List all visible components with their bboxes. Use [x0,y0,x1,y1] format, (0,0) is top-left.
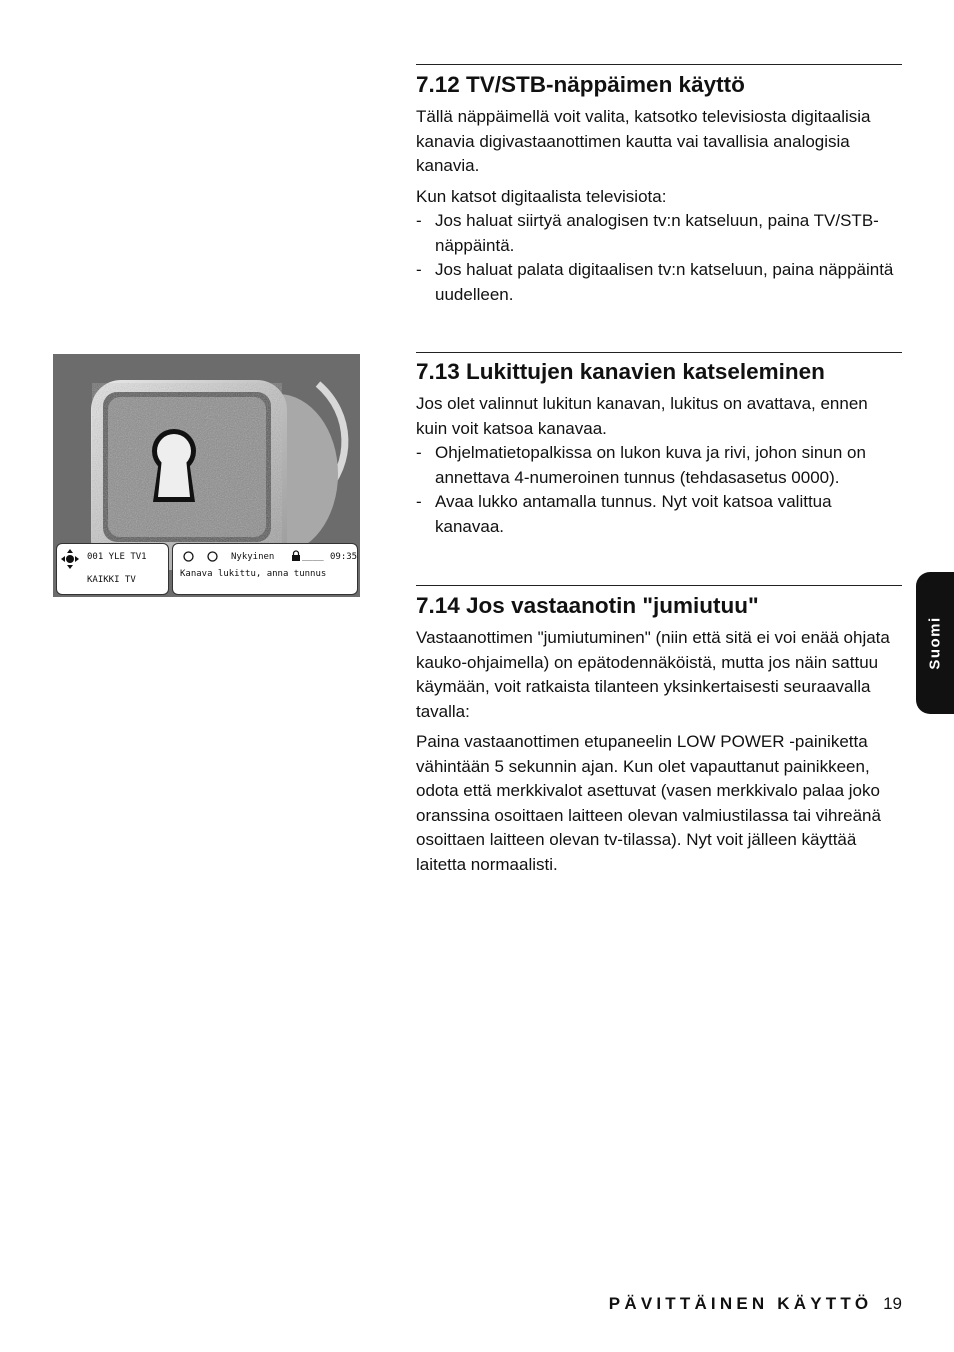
paragraph: Jos olet valinnut lukitun kanavan, lukitus on avattava, ennen kuin voit katsoa kanavaa. [416,394,868,438]
page-footer [609,1292,902,1316]
tv-locked-channel-illustration [53,354,360,597]
lock-icon [291,550,301,561]
section-rule [416,352,902,353]
list-item-text: Avaa lukko antamalla tunnus. Nyt voit katsoa valittua kanavaa. [435,492,832,536]
osd-channel-panel [56,543,169,595]
list-item-text: Jos haluat palata digitaalisen tv:n katseluun, paina näppäintä uudelleen. [435,260,894,304]
language-side-tab [916,572,954,714]
list-item [416,209,902,258]
circle-indicator-icon [183,551,194,562]
section-heading: 7.13 Lukittujen kanavien katseleminen [416,359,825,384]
bullet-list [416,209,902,307]
paragraph: Vastaanottimen "jumiutuminen" (niin että sitä ei voi enää ohjata kauko-ohjaimella) on epätodennäköistä, mutta jos näin sattuu käymään, voit ratkaista tilanteen yksinkertaisesti seuraavalla tavalla: [416,628,890,721]
bullet-marker: - [416,260,422,279]
section-7-14 [416,585,902,877]
keyhole-icon [152,429,196,502]
footer-section-name: PÄVITTÄINEN KÄYTTÖ [608,1294,873,1313]
section-7-13 [416,352,902,539]
paragraph: Kun katsot digitaalista televisiota: [416,186,667,206]
section-7-12 [416,64,902,307]
page-number: 19 [883,1294,902,1313]
osd-program-name: Nykyinen [231,552,275,562]
list-item-text: Jos haluat siirtyä analogisen tv:n katseluun, paina TV/STB-näppäintä. [435,211,879,255]
section-heading: 7.12 TV/STB-näppäimen käyttö [416,72,745,97]
osd-info-panel [172,543,358,595]
bullet-marker: - [416,211,422,230]
osd-time: 09:35 [330,552,358,562]
circle-indicator-icon [207,551,218,562]
osd-channel-name: 001 YLE TV1 [87,552,147,562]
side-tab-label: Suomi [926,616,944,670]
section-rule [416,64,902,65]
list-item [416,441,902,490]
bullet-list [416,441,902,539]
list-item-text: Ohjelmatietopalkissa on lukon kuva ja rivi, johon sinun on annettava 4-numeroinen tunnus (tehdasasetus 0000). [435,443,866,487]
navigation-arrows-icon [60,548,80,570]
bullet-marker: - [416,492,422,511]
osd-channel-list: KAIKKI TV [87,575,136,585]
paragraph: Paina vastaanottimen etupaneelin LOW POWER -painiketta vähintään 5 sekunnin ajan. Kun olet vapauttanut painikkeen, odota että merkkivalot asettuvat (vasen merkkivalo palaa joko oranssina osoittaen laitteen olevan valmiustilassa tai vihreänä osoittaen laitteen olevan tv-tilassa). Nyt voit jälleen käyttää laitetta normaalisti. [416,732,881,874]
osd-message: Kanava lukittu, anna tunnus [180,569,327,579]
section-rule [416,585,902,586]
section-heading: 7.14 Jos vastaanotin "jumiutuu" [416,593,759,618]
list-item [416,490,902,539]
osd-pin-entry: ____ [302,552,324,562]
paragraph: Tällä näppäimellä voit valita, katsotko televisiosta digitaalisia kanavia digivastaanottimen kautta vai tavallisia analogisia kanavia. [416,107,871,175]
list-item [416,258,902,307]
bullet-marker: - [416,443,422,462]
